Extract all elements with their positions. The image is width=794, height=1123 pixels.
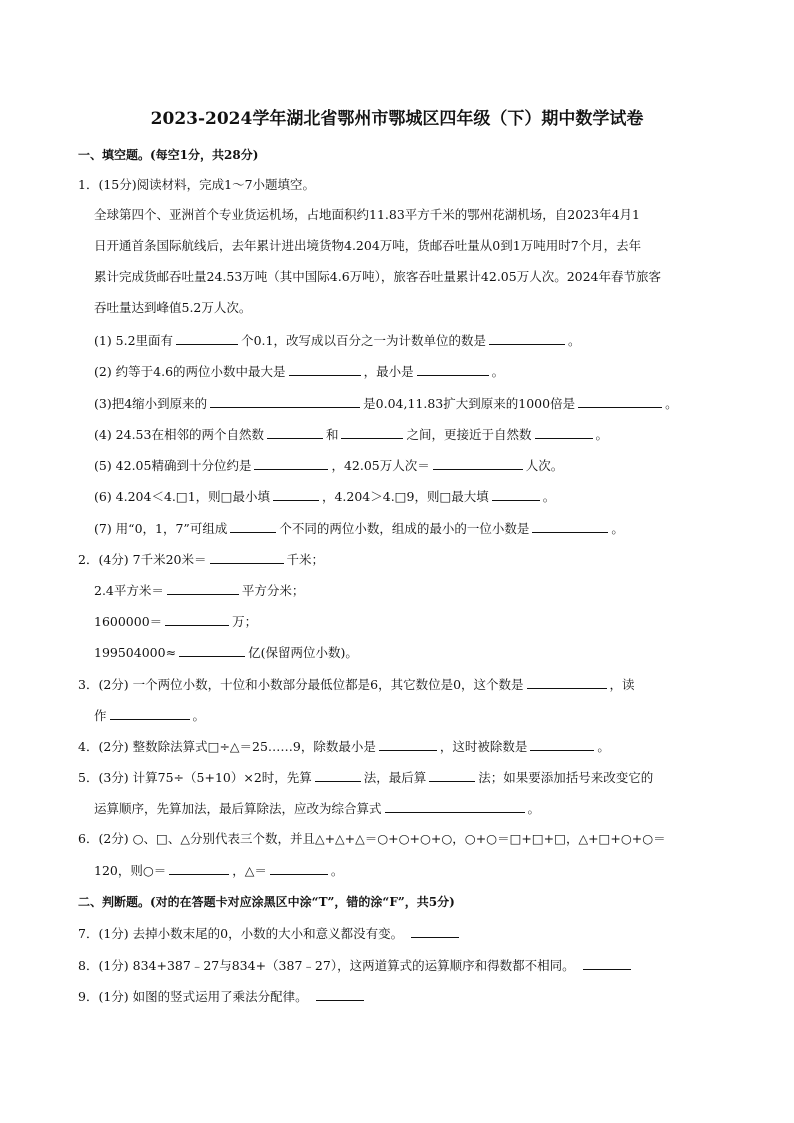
question-1-3: (3)把4缩小到原来的 是0.04,11.83扩大到原来的1000倍是 。 <box>94 393 678 414</box>
question-2-d: 199504000≈ 亿(保留两位小数)。 <box>94 642 358 663</box>
answer-blank[interactable] <box>532 518 608 533</box>
question-3: 3．(2分) 一个两位小数，十位和小数部分最低位都是6，其它数位是0，这个数是 ，读 <box>78 674 635 695</box>
question-1-1: (1) 5.2里面有 个0.1，改写成以百分之一为计数单位的数是 。 <box>94 330 580 351</box>
answer-blank[interactable] <box>489 330 565 345</box>
answer-blank[interactable] <box>110 705 190 720</box>
answer-blank[interactable] <box>165 611 229 626</box>
question-1-4: (4) 24.53在相邻的两个自然数 和 之间，更接近于自然数 。 <box>94 424 608 445</box>
question-8: 8．(1分) 834+387﹣27与834+（387﹣27），这两道算式的运算顺序和得数都不相同。 <box>78 955 634 976</box>
answer-blank[interactable] <box>341 424 403 439</box>
answer-blank[interactable] <box>429 767 475 782</box>
answer-blank[interactable] <box>254 455 328 470</box>
passage-line-1: 全球第四个、亚洲首个专业货运机场，占地面积约11.83平方千米的鄂州花湖机场，自2023年4月1 <box>94 207 641 222</box>
question-7: 7．(1分) 去掉小数末尾的0，小数的大小和意义都没有变。 <box>78 923 462 944</box>
section-true-false-heading: 二、判断题。(对的在答题卡对应涂黑区中涂“T”，错的涂“F”，共5分) <box>78 895 455 909</box>
section-fill-blank-heading: 一、填空题。(每空1分，共28分) <box>78 148 259 162</box>
answer-blank[interactable] <box>527 674 607 689</box>
passage-line-4: 吞吐量达到峰值5.2万人次。 <box>94 300 252 315</box>
answer-blank[interactable] <box>289 361 361 376</box>
passage-line-2: 日开通首条国际航线后，去年累计进出境货物4.204万吨，货邮吞吐量从0到1万吨用时7个月，去年 <box>94 238 642 253</box>
page-title: 2023-2024学年湖北省鄂州市鄂城区四年级（下）期中数学试卷 <box>150 109 644 129</box>
question-1-heading: 1．(15分)阅读材料，完成1～7小题填空。 <box>78 177 316 192</box>
answer-blank[interactable] <box>167 580 239 595</box>
answer-blank[interactable] <box>379 736 437 751</box>
question-5-cont: 运算顺序，先算加法，最后算除法，应改为综合算式 。 <box>94 798 540 819</box>
question-4: 4．(2分) 整数除法算式□÷△＝25……9，除数最小是 ，这时被除数是 。 <box>78 736 610 757</box>
question-1-5: (5) 42.05精确到十分位约是 ，42.05万人次＝ 人次。 <box>94 455 563 476</box>
answer-blank[interactable] <box>385 798 525 813</box>
answer-blank[interactable] <box>583 955 631 970</box>
answer-blank[interactable] <box>210 549 284 564</box>
answer-blank[interactable] <box>270 860 328 875</box>
answer-blank[interactable] <box>179 642 245 657</box>
question-3-cont: 作 。 <box>94 705 205 726</box>
question-9: 9．(1分) 如图的竖式运用了乘法分配律。 <box>78 986 367 1007</box>
answer-blank[interactable] <box>530 736 594 751</box>
answer-blank[interactable] <box>169 860 229 875</box>
passage-line-3: 累计完成货邮吞吐量24.53万吨（其中国际4.6万吨），旅客吞吐量累计42.05万人次。2024年春节旅客 <box>94 269 662 284</box>
question-6-cont: 120，则○＝ ，△＝ 。 <box>94 860 343 881</box>
question-1-7: (7) 用“0，1，7”可组成 个不同的两位小数，组成的最小的一位小数是 。 <box>94 518 624 539</box>
answer-blank[interactable] <box>267 424 323 439</box>
answer-blank[interactable] <box>411 923 459 938</box>
answer-blank[interactable] <box>535 424 593 439</box>
question-2-c: 1600000＝ 万； <box>94 611 257 632</box>
question-1-6: (6) 4.204＜4.□1，则□最小填 ，4.204＞4.□9，则□最大填 。 <box>94 486 555 507</box>
answer-blank[interactable] <box>210 393 360 408</box>
question-2-b: 2.4平方米＝ 平方分米； <box>94 580 304 601</box>
question-2-a: 2．(4分) 7千米20米＝ 千米； <box>78 549 324 570</box>
answer-blank[interactable] <box>176 330 238 345</box>
answer-blank[interactable] <box>230 518 276 533</box>
answer-blank[interactable] <box>273 486 319 501</box>
question-6: 6．(2分) ○、□、△分别代表三个数，并且△+△+△＝○+○+○+○，○+○＝□+□+□，△+□+○+○＝ <box>78 831 666 846</box>
question-1-2: (2) 约等于4.6的两位小数中最大是 ，最小是 。 <box>94 361 504 382</box>
answer-blank[interactable] <box>578 393 662 408</box>
answer-blank[interactable] <box>433 455 523 470</box>
question-5: 5．(3分) 计算75÷（5+10）×2时，先算 法，最后算 法；如果要添加括号来改变它的 <box>78 767 653 788</box>
answer-blank[interactable] <box>417 361 489 376</box>
answer-blank[interactable] <box>315 767 361 782</box>
answer-blank[interactable] <box>316 986 364 1001</box>
answer-blank[interactable] <box>492 486 540 501</box>
